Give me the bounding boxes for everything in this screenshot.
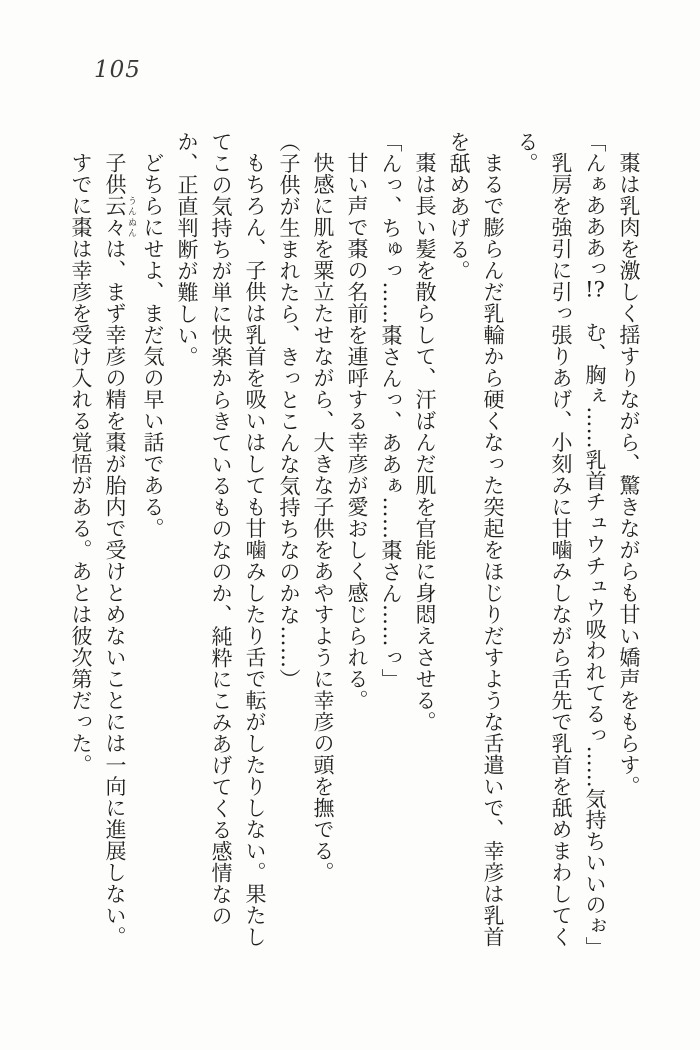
page-number: 105: [94, 57, 141, 83]
paragraph-6-dialogue: 「んっ、ちゅっ……棗さんっ、ああぁ……棗さん……っ」: [379, 131, 403, 690]
paragraph-12-narration: 子供云々 うんぬんは、まず幸彦の精を棗が胎内で受けとめないことには一向に進展しない。: [103, 152, 136, 948]
tate-chu-yoko: !?: [585, 279, 605, 301]
paragraph-11-narration: どちらにせよ、まだ気の早い話である。: [141, 152, 165, 539]
paragraph-5-narration: 棗は長い髪を散らして、汗ばんだ肌を官能に身悶えさせる。: [413, 152, 437, 733]
paragraph-2-dialogue: 「んぁあああっ!? む、胸ぇ……乳首チュウチュウ吸われてるっ……気持ちいいのぉ」: [583, 131, 607, 958]
paragraph-13-narration: すでに棗は幸彦を受け入れる覚悟がある。あとは彼次第だった。: [69, 152, 93, 776]
text-body: [64, 131, 646, 967]
paragraph-9-thought: （子供が生まれたら、きっとこんな気持ちなのかな……）: [277, 131, 301, 690]
paragraph-4-narration: まるで膨らんだ乳輪から硬くなった突起をほじりだすような舌遣いで、幸彦は乳首を舐めあげる。: [447, 131, 505, 948]
paragraph-3-narration: 乳房を強引に引っ張りあげ、小刻みに甘噛みしながら舌先で乳首を舐めまわしてくる。: [515, 131, 573, 948]
paragraph-10-narration: もちろん、子供は乳首を吸いはしても甘噛みしたり舌で転がしたりしない。果たしてこの気持ちが単に快楽からきているものなのか、純粋にこみあげてくる感情なのか、正直判断が難しい。: [175, 131, 267, 948]
paragraph-7-narration: 甘い声で棗の名前を連呼する幸彦が愛おしく感じられる。: [345, 152, 369, 711]
furigana-annotation: 云々 うんぬん: [103, 195, 136, 238]
paragraph-8-narration: 快感に肌を粟立たせながら、大きな子供をあやすように幸彦の頭を撫でる。: [311, 152, 335, 883]
paragraph-1-narration: 棗は乳肉を激しく揺すりながら、驚きながらも甘い嬌声をもらす。: [617, 152, 641, 797]
